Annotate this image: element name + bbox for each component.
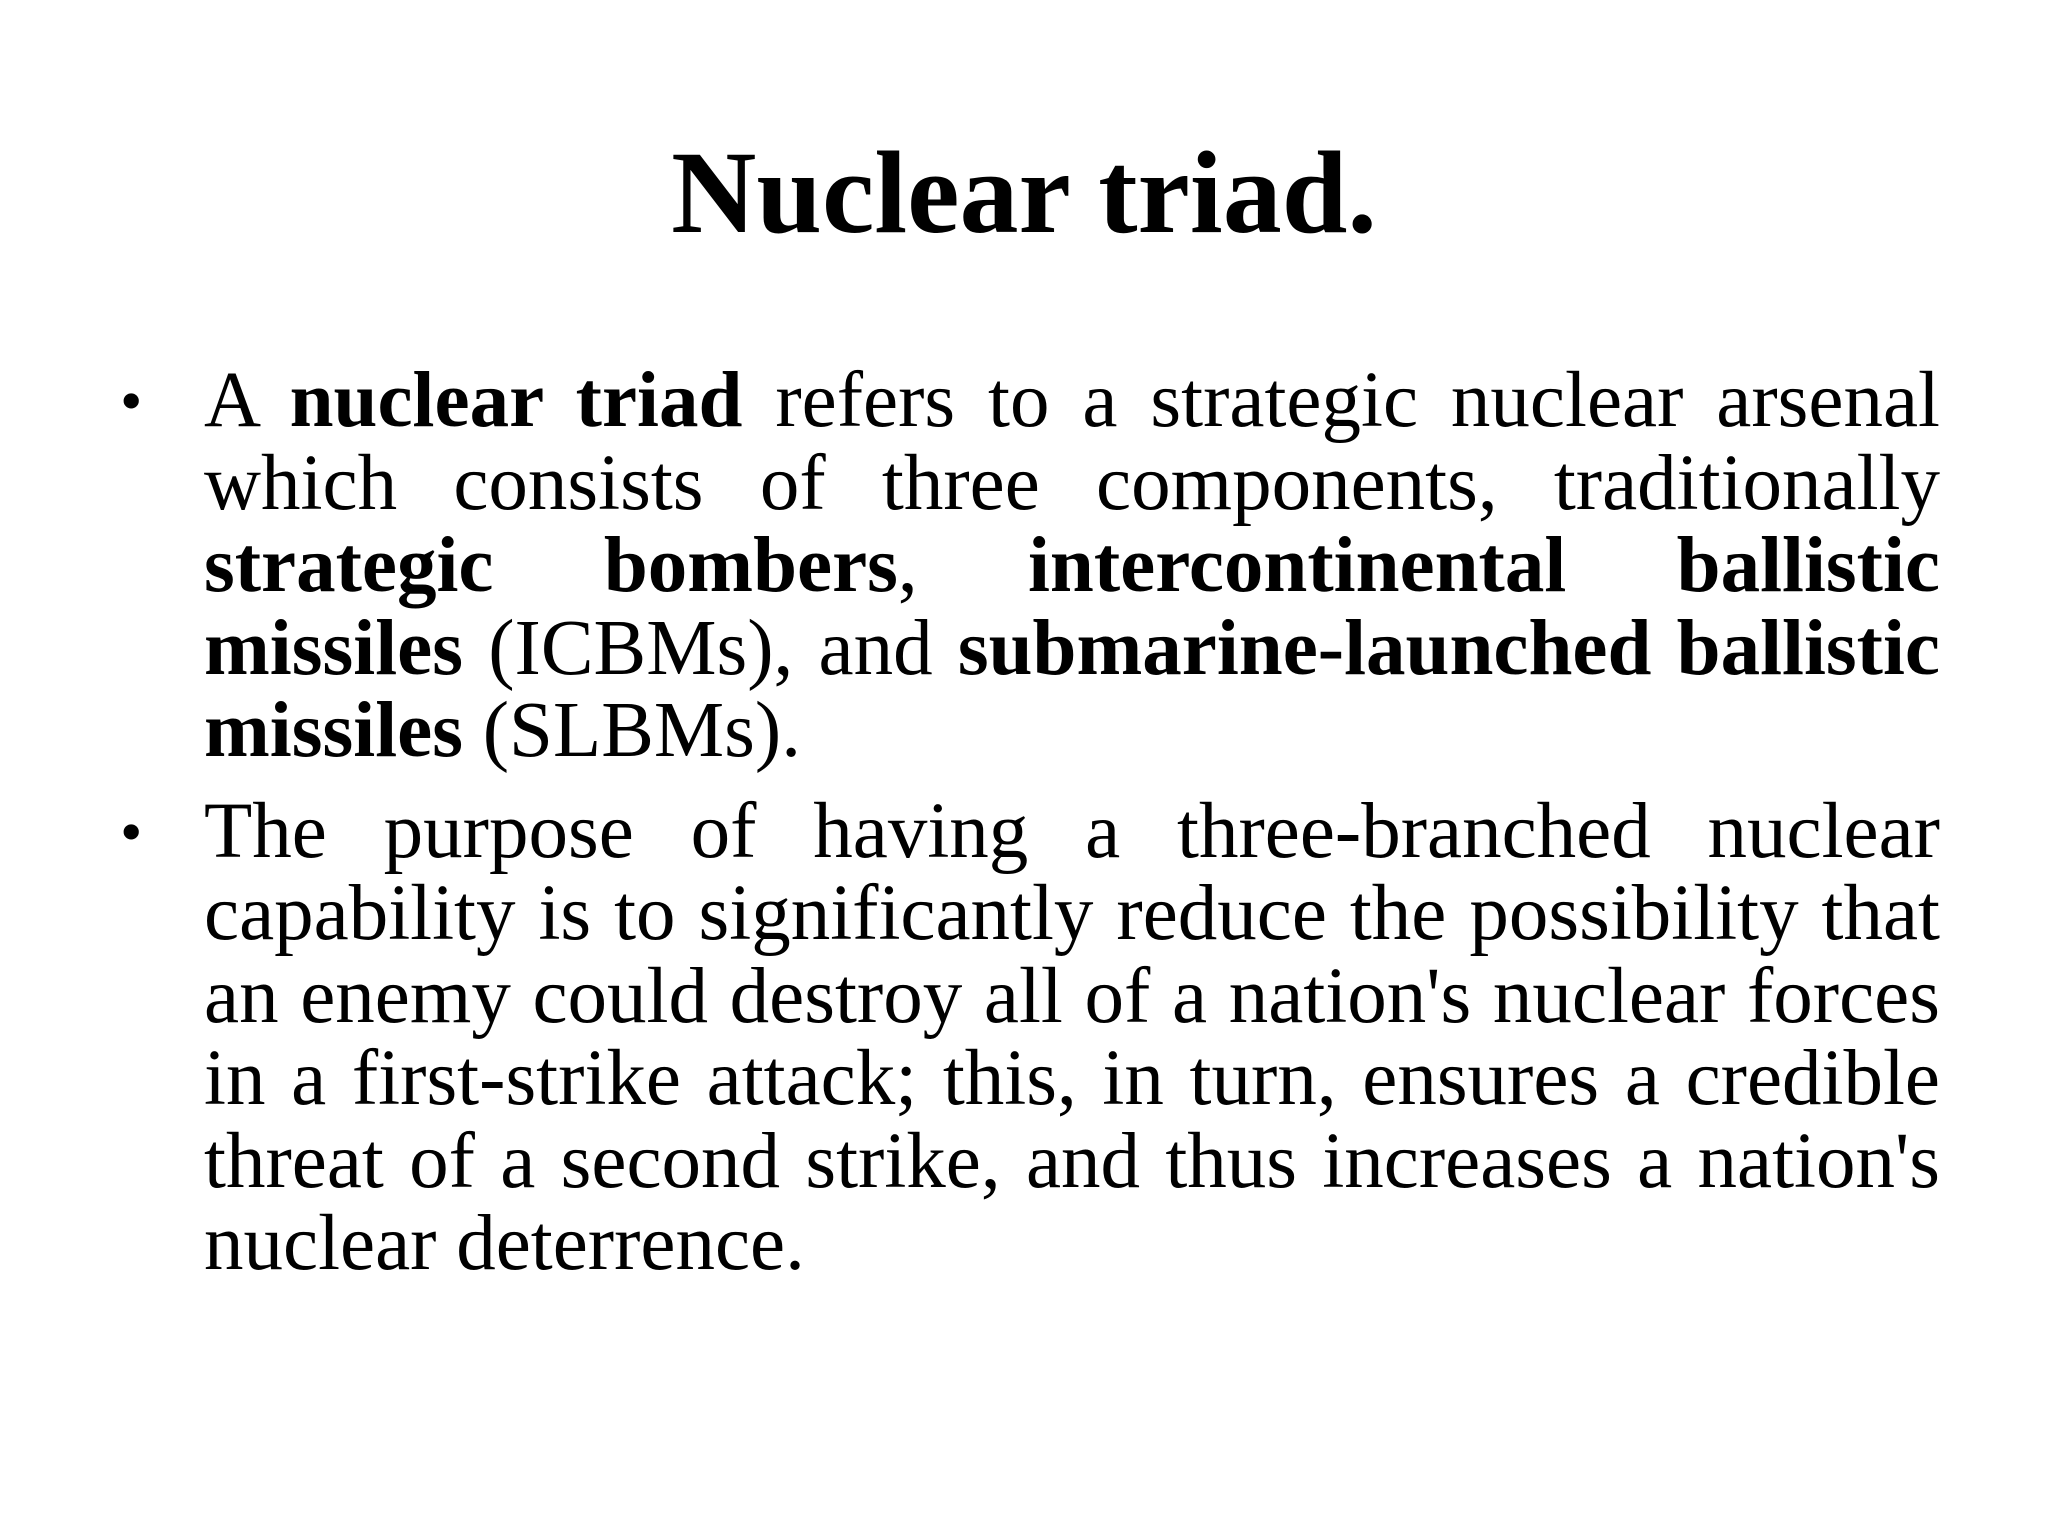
text-segment: (SLBMs).: [462, 687, 801, 774]
bullet-icon: •: [120, 795, 143, 867]
bold-term-icbm: intercontinental ballistic missiles: [204, 522, 1940, 692]
text-segment: ,: [897, 522, 1028, 609]
bullet-item-2: [120, 787, 1940, 1287]
bold-term-nuclear-triad: nuclear triad: [289, 357, 743, 444]
bold-term-slbm: submarine-launched ballistic missiles: [204, 604, 1940, 774]
text-segment: A: [204, 357, 290, 444]
bold-term-strategic-bombers: strategic bombers: [204, 522, 898, 609]
bullet-icon: •: [120, 365, 143, 436]
slide-title: Nuclear triad.: [671, 127, 1377, 258]
text-segment: refers to a strategic nuclear arsenal which consists of three components, traditionally: [204, 357, 1940, 527]
text-segment: (ICBMs), and: [462, 604, 958, 692]
text-segment: The purpose of having a three-branched nuclear capability is to significantly reduce the possibility that an enemy could destroy all of a nation's nuclear forces in a first-strike attack; this, in turn, ensures a credible threat of a second strike, and thus increases a nation's nuclear deterrence.: [204, 787, 1940, 1287]
bullet-item-1: [120, 357, 1940, 774]
bullet-list: [120, 357, 1940, 1304]
